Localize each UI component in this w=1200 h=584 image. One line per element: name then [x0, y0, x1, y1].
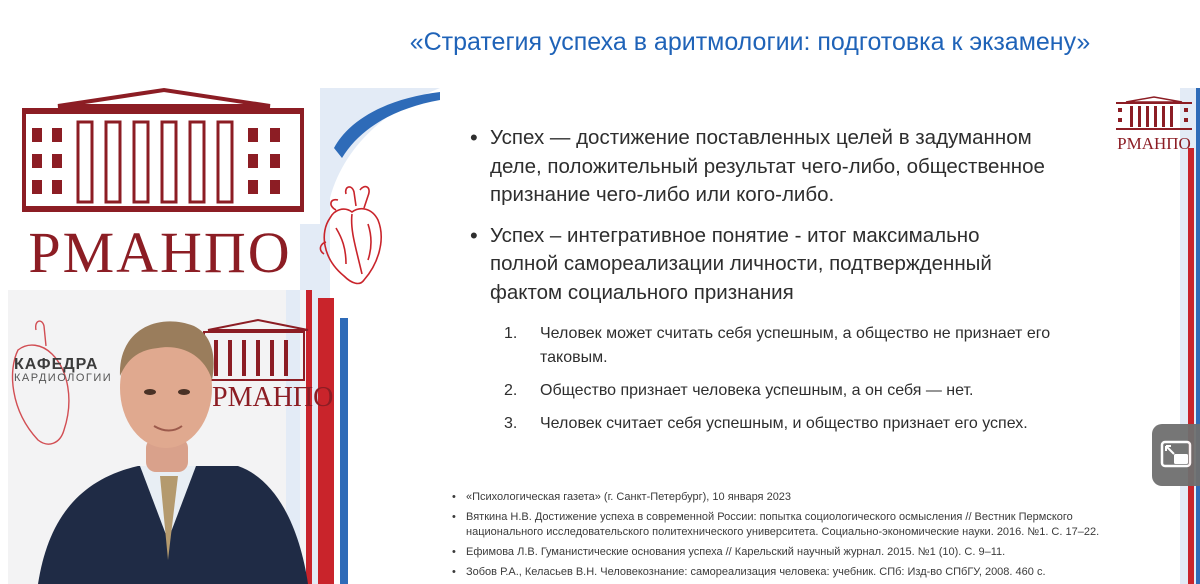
main-bullet-list [468, 124, 1048, 307]
left-ribbon-decoration [300, 88, 450, 584]
picture-in-picture-icon [1152, 424, 1200, 486]
webcam-logo-wordmark: РМАНПО [212, 382, 334, 413]
webcam-background [8, 290, 312, 584]
webcam-video [8, 290, 334, 584]
reference-item: • «Психологическая газета» (г. Санкт-Петербург), 10 января 2023 [452, 490, 1112, 505]
references-list [452, 490, 1112, 580]
pip-toggle-button[interactable] [1152, 424, 1200, 486]
numbered-item [504, 322, 1064, 370]
slide-title: «Стратегия успеха в аритмологии: подготовка к экзамену» [409, 28, 1091, 56]
logo-wordmark-large: РМАНПО [28, 220, 292, 285]
kafedra-sublabel: КАРДИОЛОГИИ [14, 372, 113, 384]
numbered-item [504, 412, 1064, 436]
rmanpo-logo-small [1112, 96, 1196, 156]
academy-building-icon [1112, 96, 1196, 134]
academy-building-icon [8, 88, 320, 224]
right-ribbon-decoration [1158, 88, 1200, 584]
bullet-item: • Успех — достижение поставленных целей в задуманном деле, положительный результат чего-либо, общественное признание чего-либо или кого-либо. [468, 124, 1048, 210]
reference-item: • Зобов Р.А., Келасьев В.Н. Человекознание: самореализация человека: учебник. СПб: Изд-во СПбГУ, 2008. 460 с. [452, 565, 1112, 580]
numbered-list [504, 322, 1064, 436]
kafedra-label: КАФЕДРА [14, 356, 99, 373]
rmanpo-logo-large [8, 88, 320, 284]
item-text: Человек может считать себя успешным, а общество не признает его таковым. [540, 325, 1051, 366]
item-text: Человек считает себя успешным, и общество признает его успех. [540, 415, 1028, 432]
item-text: Общество признает человека успешным, а он себя — нет. [540, 382, 974, 399]
reference-item: • Вяткина Н.В. Достижение успеха в современной России: попытка социологического осмысления // Вестник Пермского национального исследовательского политехнического университета. Социально-экономические науки. 2016. №1. С. 17–22. [452, 510, 1112, 540]
logo-wordmark-small: РМАНПО [1117, 134, 1191, 153]
reference-item: • Ефимова Л.В. Гуманистические основания успеха // Карельский научный журнал. 2015. №1 (10). С. 9–11. [452, 545, 1112, 560]
anatomical-heart-icon [316, 184, 390, 288]
numbered-item [504, 379, 1064, 403]
item-number: 1. [504, 325, 518, 342]
item-number: 2. [504, 382, 518, 399]
item-number: 3. [504, 415, 518, 432]
bullet-item: • Успех – интегративное понятие - итог максимально полной самореализации личности, подтвержденный фактом социального признания [468, 222, 1048, 308]
